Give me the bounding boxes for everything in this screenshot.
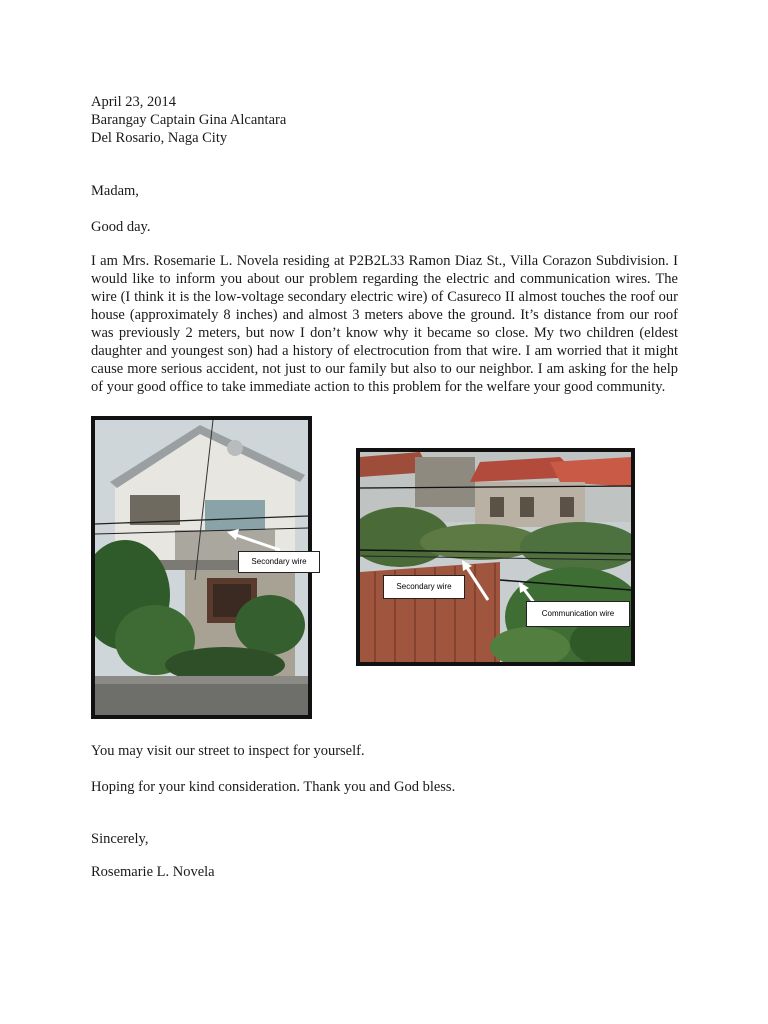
roof-photo-image [360,452,631,662]
roof-photo [356,448,635,666]
closing-line: Hoping for your kind consideration. Thank you and God bless. [91,779,456,795]
letter-body: I am Mrs. Rosemarie L. Novela residing at P2B2L33 Ramon Diaz St., Villa Corazon Subdivision. I would like to inform you about our problem regarding the electric and communication wires. The wire (I think it is the low-voltage secondary electric wire) of Casureco II almost touches the roof our house (approximately 8 inches) and almost 3 meters above the ground. It’s distance from our roof was previously 2 meters, but now I don’t know why it became so close. My two children (eldest daughter and youngest son) had a history of electrocution from that wire. I am worried that it might cause more serious accident, not just to our family but also to our neighbor. I am asking for the help of your good office to take immediate action to this problem for the welfare your good community. [91,253,678,395]
signature-name: Rosemarie L. Novela [91,864,215,880]
salutation: Madam, [91,183,139,199]
greeting: Good day. [91,219,151,235]
visit-note: You may visit our street to inspect for yourself. [91,743,365,759]
recipient-name: Barangay Captain Gina Alcantara [91,112,287,128]
secondary-wire-label-right: Secondary wire [383,575,465,599]
sign-off: Sincerely, [91,831,149,847]
letter-date: April 23, 2014 [91,94,176,110]
recipient-address: Del Rosario, Naga City [91,130,228,146]
secondary-wire-label-left: Secondary wire [238,551,320,573]
communication-wire-label: Communication wire [526,601,630,627]
